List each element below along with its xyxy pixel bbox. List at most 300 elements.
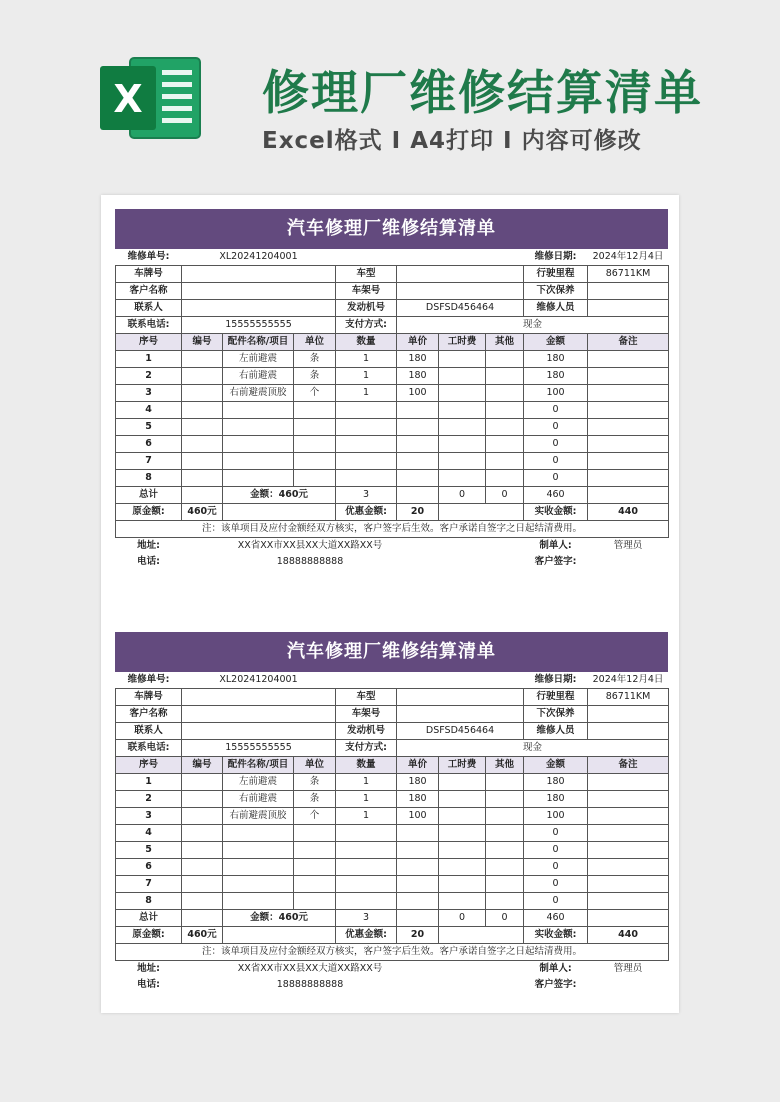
col-remark bbox=[588, 351, 669, 368]
settlement-table bbox=[115, 672, 669, 993]
col-amount: 0 bbox=[524, 876, 588, 893]
actual: 440 bbox=[588, 927, 669, 944]
tel: 18888888888 bbox=[276, 979, 344, 990]
engine-label: 发动机号 bbox=[336, 723, 397, 740]
col-amount: 100 bbox=[524, 808, 588, 825]
orig: 460元 bbox=[182, 927, 223, 944]
col-code bbox=[182, 419, 223, 436]
address: XX省XX市XX县XX大道XX路XX号 bbox=[237, 963, 383, 974]
col-labor bbox=[439, 842, 486, 859]
actual-label: 实收金额: bbox=[524, 927, 588, 944]
col-item: 右前避震顶胶 bbox=[223, 808, 294, 825]
col-code bbox=[182, 385, 223, 402]
sign-label: 客户签字: bbox=[534, 556, 577, 567]
col-amount: 0 bbox=[524, 402, 588, 419]
col-other bbox=[486, 419, 524, 436]
col-remark bbox=[588, 791, 669, 808]
banner bbox=[0, 0, 780, 190]
sign-value bbox=[588, 554, 669, 570]
total-labor: 0 bbox=[439, 487, 486, 504]
col-amount: 180 bbox=[524, 368, 588, 385]
header-col-labor: 工时费 bbox=[439, 757, 486, 774]
pay-label: 支付方式: bbox=[336, 317, 397, 334]
col-unit: 个 bbox=[294, 385, 336, 402]
col-price bbox=[397, 402, 439, 419]
page-subtitle: Excel格式 I A4打印 I 内容可修改 bbox=[262, 128, 642, 154]
col-labor bbox=[439, 436, 486, 453]
col-amount: 180 bbox=[524, 791, 588, 808]
col-other bbox=[486, 436, 524, 453]
table-row bbox=[116, 436, 669, 453]
col-seq: 8 bbox=[116, 470, 182, 487]
col-unit bbox=[294, 453, 336, 470]
table-row bbox=[116, 791, 669, 808]
total-sum: 460 bbox=[524, 487, 588, 504]
col-price bbox=[397, 876, 439, 893]
col-qty: 1 bbox=[336, 808, 397, 825]
contact-value bbox=[182, 300, 336, 317]
col-item bbox=[223, 859, 294, 876]
col-item bbox=[223, 893, 294, 910]
col-item bbox=[223, 842, 294, 859]
col-seq: 1 bbox=[116, 774, 182, 791]
maker-label: 制单人: bbox=[539, 540, 572, 551]
col-price bbox=[397, 825, 439, 842]
col-seq: 6 bbox=[116, 859, 182, 876]
paper bbox=[101, 195, 679, 1013]
frame-label: 车架号 bbox=[336, 283, 397, 300]
address-label: 地址: bbox=[137, 540, 160, 551]
actual-label: 实收金额: bbox=[524, 504, 588, 521]
total-other: 0 bbox=[486, 487, 524, 504]
col-item: 右前避震 bbox=[223, 368, 294, 385]
col-code bbox=[182, 436, 223, 453]
staff-label: 维修人员 bbox=[524, 300, 588, 317]
total-label: 总计 bbox=[116, 487, 182, 504]
col-unit bbox=[294, 893, 336, 910]
col-unit bbox=[294, 842, 336, 859]
staff-label: 维修人员 bbox=[524, 723, 588, 740]
discount: 20 bbox=[397, 504, 439, 521]
col-labor bbox=[439, 893, 486, 910]
col-remark bbox=[588, 825, 669, 842]
note-row bbox=[116, 521, 669, 538]
col-labor bbox=[439, 402, 486, 419]
col-code bbox=[182, 808, 223, 825]
sign-value bbox=[588, 977, 669, 993]
customer-value bbox=[182, 706, 336, 723]
total-qty: 3 bbox=[336, 487, 397, 504]
col-qty bbox=[336, 402, 397, 419]
col-amount: 0 bbox=[524, 859, 588, 876]
phone-row bbox=[116, 740, 669, 757]
col-seq: 5 bbox=[116, 842, 182, 859]
col-item bbox=[223, 470, 294, 487]
plate-label: 车牌号 bbox=[116, 689, 182, 706]
col-labor bbox=[439, 825, 486, 842]
col-price bbox=[397, 893, 439, 910]
actual: 440 bbox=[588, 504, 669, 521]
col-price: 100 bbox=[397, 808, 439, 825]
col-qty bbox=[336, 453, 397, 470]
col-labor bbox=[439, 351, 486, 368]
column-header-row bbox=[116, 757, 669, 774]
order-info-row bbox=[116, 249, 669, 266]
maker: 管理员 bbox=[613, 963, 643, 974]
col-qty: 1 bbox=[336, 385, 397, 402]
header-col-qty: 数量 bbox=[336, 334, 397, 351]
maker-label: 制单人: bbox=[539, 963, 572, 974]
col-other bbox=[486, 791, 524, 808]
col-code bbox=[182, 893, 223, 910]
col-other bbox=[486, 859, 524, 876]
col-code bbox=[182, 470, 223, 487]
col-qty bbox=[336, 470, 397, 487]
col-seq: 2 bbox=[116, 368, 182, 385]
col-price bbox=[397, 453, 439, 470]
col-price: 180 bbox=[397, 351, 439, 368]
table-row bbox=[116, 385, 669, 402]
table-row bbox=[116, 351, 669, 368]
address-label: 地址: bbox=[137, 963, 160, 974]
col-other bbox=[486, 808, 524, 825]
header-col-price: 单价 bbox=[397, 757, 439, 774]
col-seq: 3 bbox=[116, 385, 182, 402]
col-labor bbox=[439, 385, 486, 402]
column-header-row bbox=[116, 334, 669, 351]
customer-value bbox=[182, 283, 336, 300]
address-row bbox=[116, 961, 669, 978]
col-other bbox=[486, 351, 524, 368]
header-col-code: 编号 bbox=[182, 334, 223, 351]
header-col-unit: 单位 bbox=[294, 757, 336, 774]
col-qty bbox=[336, 842, 397, 859]
contact-label: 联系人 bbox=[116, 300, 182, 317]
col-other bbox=[486, 842, 524, 859]
col-other bbox=[486, 470, 524, 487]
order-no: XL20241204001 bbox=[219, 251, 298, 262]
header-col-amount: 金额 bbox=[524, 757, 588, 774]
col-code bbox=[182, 402, 223, 419]
col-unit bbox=[294, 859, 336, 876]
col-seq: 4 bbox=[116, 825, 182, 842]
col-amount: 0 bbox=[524, 825, 588, 842]
table-row bbox=[116, 825, 669, 842]
order-no-label: 维修单号: bbox=[127, 251, 170, 262]
col-labor bbox=[439, 791, 486, 808]
col-labor bbox=[439, 876, 486, 893]
total-row bbox=[116, 487, 669, 504]
col-code bbox=[182, 842, 223, 859]
date: 2024年12月4日 bbox=[592, 251, 664, 262]
next-service-value bbox=[588, 283, 669, 300]
logo-letter: X bbox=[113, 77, 143, 121]
col-qty bbox=[336, 825, 397, 842]
settlement-sheet bbox=[115, 632, 668, 993]
engine: DSFSD456464 bbox=[397, 300, 524, 317]
col-item bbox=[223, 402, 294, 419]
col-unit bbox=[294, 470, 336, 487]
engine: DSFSD456464 bbox=[397, 723, 524, 740]
col-code bbox=[182, 774, 223, 791]
mileage: 86711KM bbox=[588, 689, 669, 706]
order-no-label: 维修单号: bbox=[127, 674, 170, 685]
col-item: 右前避震 bbox=[223, 791, 294, 808]
col-qty: 1 bbox=[336, 791, 397, 808]
total-labor: 0 bbox=[439, 910, 486, 927]
mileage-label: 行驶里程 bbox=[524, 689, 588, 706]
model-value bbox=[397, 689, 524, 706]
amount-summary-row bbox=[116, 504, 669, 521]
note: 注：该单项目及应付金额经双方核实，客户签字后生效。客户承诺自签字之日起结清费用。 bbox=[116, 944, 669, 961]
col-code bbox=[182, 351, 223, 368]
col-remark bbox=[588, 859, 669, 876]
contact-row bbox=[116, 300, 669, 317]
col-price: 180 bbox=[397, 791, 439, 808]
col-unit: 条 bbox=[294, 791, 336, 808]
col-item: 左前避震 bbox=[223, 351, 294, 368]
header-col-item: 配件名称/项目 bbox=[223, 334, 294, 351]
vehicle-row bbox=[116, 266, 669, 283]
phone-row bbox=[116, 317, 669, 334]
col-qty bbox=[336, 893, 397, 910]
col-price: 100 bbox=[397, 385, 439, 402]
discount: 20 bbox=[397, 927, 439, 944]
col-item bbox=[223, 876, 294, 893]
col-unit bbox=[294, 402, 336, 419]
col-other bbox=[486, 774, 524, 791]
note-row bbox=[116, 944, 669, 961]
frame-value bbox=[397, 283, 524, 300]
col-amount: 180 bbox=[524, 351, 588, 368]
col-item bbox=[223, 825, 294, 842]
col-labor bbox=[439, 470, 486, 487]
phone-label: 联系电话: bbox=[116, 317, 182, 334]
table-row bbox=[116, 842, 669, 859]
col-amount: 0 bbox=[524, 470, 588, 487]
pay-label: 支付方式: bbox=[336, 740, 397, 757]
engine-label: 发动机号 bbox=[336, 300, 397, 317]
pay: 现金 bbox=[397, 317, 669, 334]
settlement-table bbox=[115, 249, 669, 570]
col-seq: 2 bbox=[116, 791, 182, 808]
col-amount: 0 bbox=[524, 453, 588, 470]
staff-value bbox=[588, 723, 669, 740]
col-unit: 条 bbox=[294, 351, 336, 368]
model-value bbox=[397, 266, 524, 283]
col-unit bbox=[294, 876, 336, 893]
col-unit bbox=[294, 825, 336, 842]
mileage-label: 行驶里程 bbox=[524, 266, 588, 283]
header-col-remark: 备注 bbox=[588, 757, 669, 774]
col-seq: 8 bbox=[116, 893, 182, 910]
excel-logo-icon bbox=[100, 52, 204, 144]
col-other bbox=[486, 893, 524, 910]
col-labor bbox=[439, 859, 486, 876]
next-service-value bbox=[588, 706, 669, 723]
address-row bbox=[116, 538, 669, 555]
orig-label: 原金额: bbox=[116, 504, 182, 521]
orig: 460元 bbox=[182, 504, 223, 521]
col-remark bbox=[588, 402, 669, 419]
col-amount: 180 bbox=[524, 774, 588, 791]
col-other bbox=[486, 402, 524, 419]
col-other bbox=[486, 453, 524, 470]
col-qty bbox=[336, 876, 397, 893]
col-price bbox=[397, 419, 439, 436]
address: XX省XX市XX县XX大道XX路XX号 bbox=[237, 540, 383, 551]
phone: 15555555555 bbox=[182, 317, 336, 334]
order-no: XL20241204001 bbox=[219, 674, 298, 685]
pay: 现金 bbox=[397, 740, 669, 757]
amount-summary-row bbox=[116, 927, 669, 944]
mileage: 86711KM bbox=[588, 266, 669, 283]
col-remark bbox=[588, 419, 669, 436]
col-amount: 0 bbox=[524, 419, 588, 436]
total-amount: 金额：460元 bbox=[223, 910, 336, 927]
table-row bbox=[116, 470, 669, 487]
col-labor bbox=[439, 419, 486, 436]
plate-value bbox=[182, 689, 336, 706]
col-code bbox=[182, 453, 223, 470]
discount-label: 优惠金额: bbox=[336, 504, 397, 521]
phone-label: 联系电话: bbox=[116, 740, 182, 757]
col-labor bbox=[439, 453, 486, 470]
tel-label: 电话: bbox=[137, 556, 160, 567]
header-col-seq: 序号 bbox=[116, 334, 182, 351]
header-col-labor: 工时费 bbox=[439, 334, 486, 351]
col-code bbox=[182, 825, 223, 842]
col-seq: 6 bbox=[116, 436, 182, 453]
contact-row bbox=[116, 723, 669, 740]
col-seq: 4 bbox=[116, 402, 182, 419]
tel-row bbox=[116, 977, 669, 993]
contact-value bbox=[182, 723, 336, 740]
total-label: 总计 bbox=[116, 910, 182, 927]
table-row bbox=[116, 893, 669, 910]
header-col-price: 单价 bbox=[397, 334, 439, 351]
note: 注：该单项目及应付金额经双方核实，客户签字后生效。客户承诺自签字之日起结清费用。 bbox=[116, 521, 669, 538]
customer-row bbox=[116, 706, 669, 723]
col-item bbox=[223, 453, 294, 470]
col-labor bbox=[439, 368, 486, 385]
col-price: 180 bbox=[397, 774, 439, 791]
col-qty bbox=[336, 419, 397, 436]
orig-label: 原金额: bbox=[116, 927, 182, 944]
phone: 15555555555 bbox=[182, 740, 336, 757]
col-remark bbox=[588, 808, 669, 825]
col-other bbox=[486, 825, 524, 842]
frame-value bbox=[397, 706, 524, 723]
col-qty: 1 bbox=[336, 351, 397, 368]
header-col-qty: 数量 bbox=[336, 757, 397, 774]
col-qty: 1 bbox=[336, 368, 397, 385]
header-col-code: 编号 bbox=[182, 757, 223, 774]
total-qty: 3 bbox=[336, 910, 397, 927]
col-remark bbox=[588, 453, 669, 470]
contact-label: 联系人 bbox=[116, 723, 182, 740]
date: 2024年12月4日 bbox=[592, 674, 664, 685]
plate-value bbox=[182, 266, 336, 283]
tel: 18888888888 bbox=[276, 556, 344, 567]
col-remark bbox=[588, 876, 669, 893]
sign-label: 客户签字: bbox=[534, 979, 577, 990]
table-row bbox=[116, 859, 669, 876]
staff-value bbox=[588, 300, 669, 317]
col-amount: 0 bbox=[524, 842, 588, 859]
total-other: 0 bbox=[486, 910, 524, 927]
col-amount: 0 bbox=[524, 893, 588, 910]
table-row bbox=[116, 774, 669, 791]
col-unit: 条 bbox=[294, 774, 336, 791]
col-unit bbox=[294, 436, 336, 453]
col-item: 右前避震顶胶 bbox=[223, 385, 294, 402]
header-col-seq: 序号 bbox=[116, 757, 182, 774]
sheet-title: 汽车修理厂维修结算清单 bbox=[115, 632, 668, 672]
col-qty bbox=[336, 436, 397, 453]
col-remark bbox=[588, 842, 669, 859]
col-price bbox=[397, 436, 439, 453]
col-remark bbox=[588, 893, 669, 910]
customer-label: 客户名称 bbox=[116, 283, 182, 300]
next-service-label: 下次保养 bbox=[524, 283, 588, 300]
col-price bbox=[397, 859, 439, 876]
header-col-remark: 备注 bbox=[588, 334, 669, 351]
tel-label: 电话: bbox=[137, 979, 160, 990]
date-label: 维修日期: bbox=[534, 251, 577, 262]
col-other bbox=[486, 385, 524, 402]
col-price bbox=[397, 842, 439, 859]
total-row bbox=[116, 910, 669, 927]
header-col-other: 其他 bbox=[486, 757, 524, 774]
header-col-unit: 单位 bbox=[294, 334, 336, 351]
model-label: 车型 bbox=[336, 689, 397, 706]
date-label: 维修日期: bbox=[534, 674, 577, 685]
col-seq: 3 bbox=[116, 808, 182, 825]
table-row bbox=[116, 419, 669, 436]
table-row bbox=[116, 402, 669, 419]
table-row bbox=[116, 453, 669, 470]
col-code bbox=[182, 859, 223, 876]
col-labor bbox=[439, 774, 486, 791]
col-unit: 个 bbox=[294, 808, 336, 825]
customer-label: 客户名称 bbox=[116, 706, 182, 723]
col-remark bbox=[588, 774, 669, 791]
table-row bbox=[116, 808, 669, 825]
col-amount: 0 bbox=[524, 436, 588, 453]
col-item: 左前避震 bbox=[223, 774, 294, 791]
col-item bbox=[223, 419, 294, 436]
table-row bbox=[116, 368, 669, 385]
col-other bbox=[486, 368, 524, 385]
col-seq: 5 bbox=[116, 419, 182, 436]
order-info-row bbox=[116, 672, 669, 689]
plate-label: 车牌号 bbox=[116, 266, 182, 283]
col-code bbox=[182, 876, 223, 893]
vehicle-row bbox=[116, 689, 669, 706]
col-remark bbox=[588, 470, 669, 487]
header-col-amount: 金额 bbox=[524, 334, 588, 351]
col-code bbox=[182, 368, 223, 385]
settlement-sheet bbox=[115, 209, 668, 570]
col-seq: 1 bbox=[116, 351, 182, 368]
customer-row bbox=[116, 283, 669, 300]
col-remark bbox=[588, 436, 669, 453]
col-unit bbox=[294, 419, 336, 436]
page-title: 修理厂维修结算清单 bbox=[262, 66, 703, 121]
header-col-other: 其他 bbox=[486, 334, 524, 351]
next-service-label: 下次保养 bbox=[524, 706, 588, 723]
